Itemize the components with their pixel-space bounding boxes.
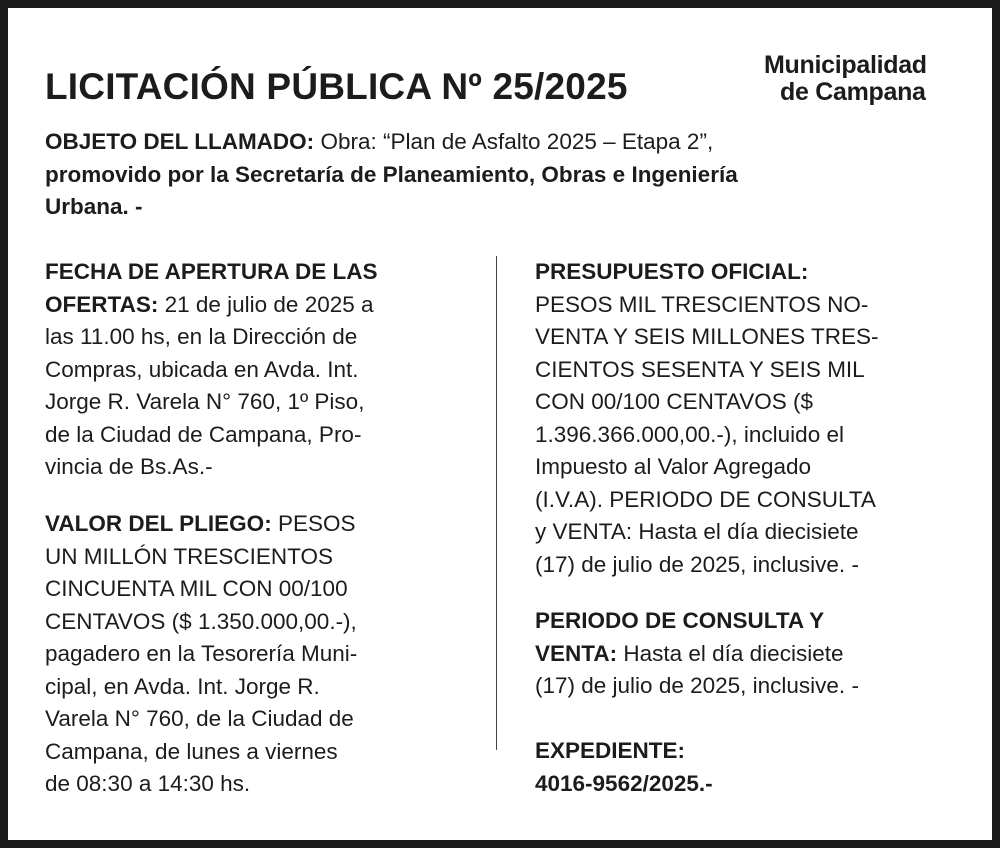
valor-text-9: de 08:30 a 14:30 hs. (45, 771, 251, 796)
presupuesto-text-6: 1.396.366.000,00.-), incluido el (535, 421, 844, 447)
periodo-label-2: VENTA: (535, 640, 618, 666)
objeto-text-2: promovido por la Secretaría de Planeamiento, Obras e Ingeniería (45, 161, 738, 187)
valor-text-1: PESOS (271, 511, 356, 536)
presupuesto-text-9: y VENTA: Hasta el día diecisiete (535, 519, 859, 544)
fecha-section (45, 256, 475, 484)
municipality-logo (764, 52, 927, 106)
periodo-text-2: Hasta el día diecisiete (617, 640, 844, 666)
objeto-text-1: Obra: “Plan de Asfalto 2025 – Etapa 2”, (314, 129, 714, 154)
periodo-label-1: PERIODO DE CONSULTA Y (535, 608, 825, 633)
presupuesto-section (535, 256, 965, 581)
periodo-section (535, 605, 965, 703)
fecha-text-6: de la Ciudad de Campana, Pro- (45, 421, 362, 447)
notice-frame (8, 8, 992, 840)
presupuesto-text-8: (I.V.A). PERIODO DE CONSULTA (535, 486, 876, 512)
fecha-text-4: Compras, ubicada en Avda. Int. (45, 356, 359, 382)
fecha-text-7: vincia de Bs.As.- (45, 454, 213, 479)
fecha-text-3: las 11.00 hs, en la Dirección de (45, 324, 358, 349)
presupuesto-text-3: VENTA Y SEIS MILLONES TRES- (535, 324, 879, 349)
periodo-text-3: (17) de julio de 2025, inclusive. - (535, 673, 859, 698)
presupuesto-label: PRESUPUESTO OFICIAL: (535, 259, 809, 284)
fecha-label-2: OFERTAS: (45, 291, 159, 317)
presupuesto-text-4: CIENTOS SESENTA Y SEIS MIL (535, 356, 865, 382)
valor-text-8: Campana, de lunes a viernes (45, 738, 338, 764)
fecha-label-1: FECHA DE APERTURA DE LAS (45, 259, 378, 284)
valor-text-5: pagadero en la Tesorería Muni- (45, 641, 358, 666)
fecha-text-2: 21 de julio de 2025 a (158, 291, 374, 317)
presupuesto-text-10: (17) de julio de 2025, inclusive. - (535, 551, 859, 577)
presupuesto-text-2: PESOS MIL TRESCIENTOS NO- (535, 291, 869, 317)
logo-line-2: de Campana (780, 78, 926, 106)
presupuesto-text-7: Impuesto al Valor Agregado (535, 454, 812, 479)
objeto-text-3: Urbana. - (45, 194, 143, 219)
column-divider (496, 256, 497, 750)
valor-section (45, 508, 475, 801)
valor-text-7: Varela N° 760, de la Ciudad de (45, 706, 354, 731)
expediente-label: EXPEDIENTE: (535, 738, 686, 763)
objeto-section (45, 126, 945, 224)
objeto-label: OBJETO DEL LLAMADO: (45, 129, 315, 154)
expediente-section (535, 735, 965, 800)
valor-text-6: cipal, en Avda. Int. Jorge R. (45, 673, 320, 699)
expediente-number: 4016-9562/2025.- (535, 770, 713, 796)
valor-label: VALOR DEL PLIEGO: (45, 511, 272, 536)
page-title: LICITACIÓN PÚBLICA Nº 25/2025 (45, 66, 628, 107)
valor-text-2: UN MILLÓN TRESCIENTOS (45, 543, 333, 569)
logo-line-1: Municipalidad (764, 51, 927, 79)
valor-text-4: CENTAVOS ($ 1.350.000,00.-), (45, 608, 357, 634)
valor-text-3: CINCUENTA MIL CON 00/100 (45, 576, 348, 601)
fecha-text-5: Jorge R. Varela N° 760, 1º Piso, (45, 389, 365, 414)
presupuesto-text-5: CON 00/100 CENTAVOS ($ (535, 389, 814, 414)
